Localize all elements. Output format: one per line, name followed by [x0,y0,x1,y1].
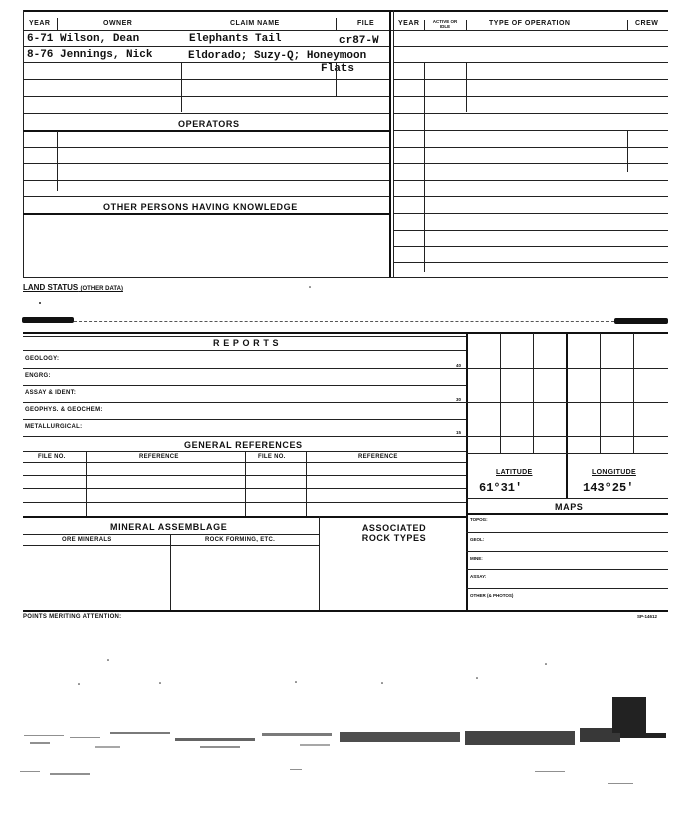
points-meriting-attention: POINTS MERITING ATTENTION: [23,614,122,620]
general-references-title: GENERAL REFERENCES [184,440,303,450]
header-year-2: YEAR [398,20,420,27]
ref-header-reference-1: REFERENCE [139,454,179,460]
claim-row-1: Elephants Tail [189,33,282,45]
claim-row-2: Eldorado; Suzy-Q; Honeymoon [188,50,367,62]
file-row-1: cr87-W [339,35,379,47]
ref-header-file-no-2: FILE NO. [258,454,286,460]
report-metallurgical-num: 15 [456,430,462,435]
maps-assay: ASSAY: [470,574,487,579]
header-active-or-idle: ACTIVE OR IDLE [432,19,458,29]
land-status-sub: (OTHER DATA) [80,286,123,292]
latitude-value: 61°31' [479,481,523,495]
ore-minerals-header: ORE MINERALS [62,537,112,543]
header-file: FILE [357,20,375,27]
associated-rock-types: ASSOCIATED ROCK TYPES [361,523,427,543]
header-crew: CREW [635,20,659,27]
report-geology: GEOLOGY: [25,356,60,362]
header-claim-name: CLAIM NAME [230,20,280,27]
ref-header-reference-2: REFERENCE [358,454,398,460]
latitude-label: LATITUDE [496,469,533,476]
owner-row-1: 6-71 Wilson, Dean [27,33,140,45]
other-persons-label: OTHER PERSONS HAVING KNOWLEDGE [103,202,298,212]
rock-forming-header: ROCK FORMING, ETC. [205,537,276,543]
maps-mine: MINE: [470,556,483,561]
maps-other: OTHER (& PHOTOS) [470,593,514,598]
form-number: SP-14612 [637,614,658,619]
report-assay-num: 30 [456,397,462,402]
maps-topog: TOPOG: [470,517,488,522]
maps-title: MAPS [555,502,584,512]
longitude-value: 143°25' [583,481,634,495]
report-metallurgical: METALLURGICAL: [25,424,83,430]
report-geophys: GEOPHYS. & GEOCHEM: [25,407,103,413]
report-assay: ASSAY & IDENT: [25,390,77,396]
claim-row-3: Flats [321,63,355,75]
reports-title: R E P O R T S [213,338,280,348]
maps-geol: GEOL: [470,537,485,542]
longitude-label: LONGITUDE [592,469,636,476]
operators-label: OPERATORS [178,119,240,129]
header-owner: OWNER [103,20,133,27]
owner-row-2: 8-76 Jennings, Nick [27,49,153,61]
mineral-assemblage-title: MINERAL ASSEMBLAGE [110,522,228,532]
header-year: YEAR [29,20,51,27]
header-type-of-operation: TYPE OF OPERATION [489,20,571,27]
report-engrg: ENGRG: [25,373,51,379]
ref-header-file-no-1: FILE NO. [38,454,66,460]
land-status-label: LAND STATUS [23,283,79,292]
report-geology-num: 40 [456,363,462,368]
